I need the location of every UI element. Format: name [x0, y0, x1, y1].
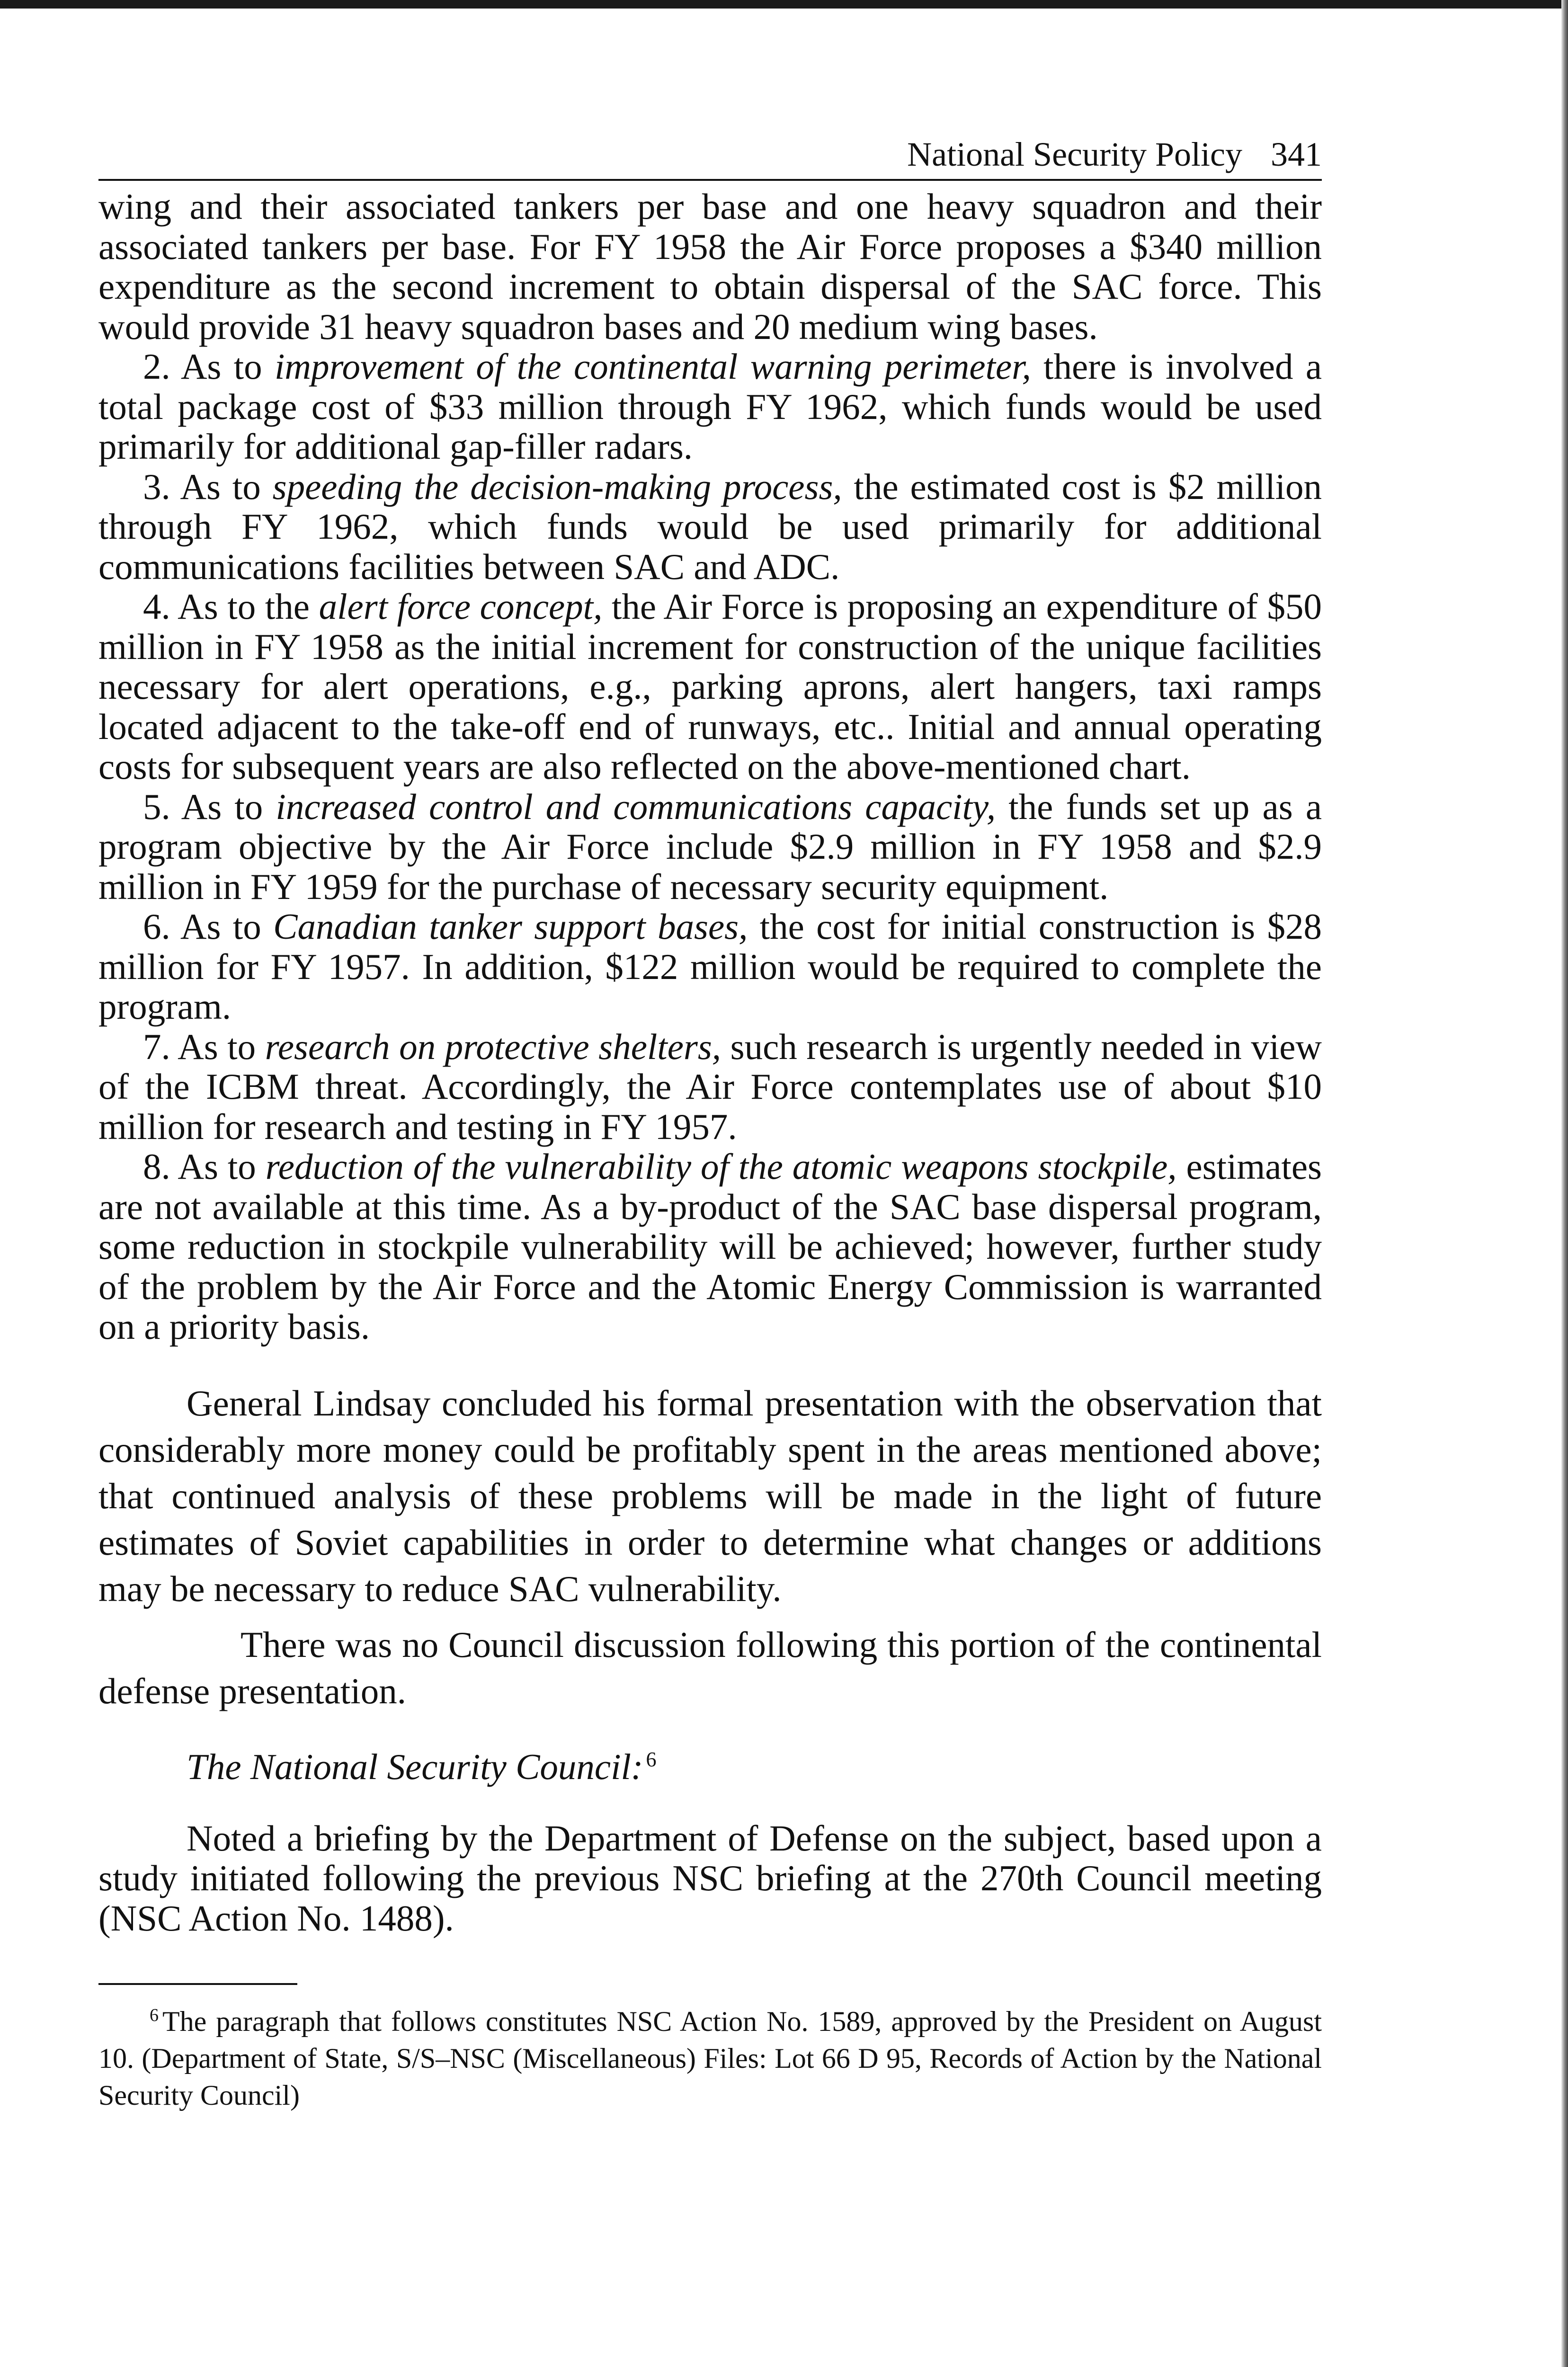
- list-item-prefix: 3. As to: [143, 466, 273, 507]
- page-number: 341: [1271, 135, 1322, 173]
- list-item-prefix: 4. As to the: [143, 586, 319, 627]
- running-head-title: National Security Policy: [907, 135, 1242, 173]
- numbered-list-block: [98, 187, 1322, 1347]
- lindsay-paragraph: General Lindsay concluded his formal presentation with the observation that considerably more money could be profitably spent in the areas mentioned above; that continued analysis of these problems will be made in the light of future estimates of Soviet capabilities in order to determine what changes or additions may be necessary to reduce SAC vulnerability.: [98, 1382, 1322, 1609]
- running-head: [98, 133, 1322, 181]
- list-item: [98, 467, 1322, 587]
- list-item: [98, 347, 1322, 467]
- council-heading: [98, 1744, 1322, 1790]
- list-item-prefix: 7. As to: [143, 1026, 265, 1067]
- footnote: [98, 2003, 1322, 2114]
- list-item-text: the Air Force is proposing an expenditure of $50 million in FY 1958 as the initial increment for construction of the unique facilities necessary for alert operations, e.g., parking aprons, alert hangers, taxi ramps located adjacent to the take-off end of runways, etc.. Initial and annual operating costs for subsequent years are also reflected on the above-mentioned chart.: [98, 586, 1322, 787]
- continuation-paragraph: wing and their associated tankers per base and one heavy squadron and their associated tankers per base. For FY 1958 the Air Force proposes a $340 million expenditure as the second increment to obtain dispersal of the SAC force. This would provide 31 heavy squadron bases and 20 medium wing bases.: [98, 186, 1322, 347]
- list-item: [98, 787, 1322, 907]
- list-item-prefix: 2. As to: [143, 346, 275, 387]
- list-item-subject: Canadian tanker support bases,: [273, 906, 748, 947]
- page-top-border: [0, 0, 1568, 9]
- list-item-text: the cost for initial construction is $28 million for FY 1957. In addition, $122 million would be required to complete the program.: [98, 906, 1322, 1027]
- noted-paragraph: Noted a briefing by the Department of Defense on the subject, based upon a study initiated following the previous NSC briefing at the 270th Council meeting (NSC Action No. 1488).: [98, 1817, 1322, 1939]
- list-item: [98, 1027, 1322, 1147]
- list-item-prefix: 5. As to: [143, 786, 276, 827]
- list-item-subject: alert force concept,: [319, 586, 603, 627]
- list-item-subject: improvement of the continental warning perimeter,: [274, 346, 1031, 387]
- footnote-divider: [98, 1983, 297, 1985]
- list-item-text: estimates are not available at this time. As a by-product of the SAC base dispersal program, some reduction in stockpile vulnerability will be achieved; however, further study of the problem by the Air Force and the Atomic Energy Commission is warranted on a priority basis.: [98, 1146, 1322, 1347]
- list-item-subject: increased control and communications capacity,: [276, 786, 996, 827]
- list-item-text: there is involved a total package cost of $33 million through FY 1962, which funds would be used primarily for additional gap-filler radars.: [98, 346, 1322, 467]
- footnote-reference[interactable]: 6: [646, 1747, 657, 1771]
- council-heading-text: The National Security Council:: [187, 1746, 643, 1787]
- list-item-text: the funds set up as a program objective by the Air Force include $2.9 million in FY 1958 and $2.9 million in FY 1959 for the purchase of necessary security equipment.: [98, 786, 1322, 907]
- list-item-subject: reduction of the vulnerability of the atomic weapons stockpile,: [265, 1146, 1177, 1187]
- list-item-subject: research on protective shelters,: [265, 1026, 722, 1067]
- list-item-prefix: 6. As to: [143, 906, 274, 947]
- footnote-marker: 6: [150, 2005, 159, 2025]
- list-item: [98, 1147, 1322, 1347]
- no-discussion-paragraph: There was no Council discussion following this portion of the continental defense presentation.: [98, 1624, 1322, 1711]
- list-item-text: the estimated cost is $2 million through FY 1962, which funds would be used primarily for additional communications facilities between SAC and ADC.: [98, 466, 1322, 587]
- page: [98, 133, 1322, 2114]
- list-item-prefix: 8. As to: [143, 1146, 266, 1187]
- list-item-text: such research is urgently needed in view of the ICBM threat. Accordingly, the Air Force contemplates use of about $10 million for research and testing in FY 1957.: [98, 1026, 1322, 1147]
- footnote-text: The paragraph that follows constitutes NSC Action No. 1589, approved by the President on August 10. (Department of State, S/S–NSC (Miscellaneous) Files: Lot 66 D 95, Records of Action by the National Security Council): [98, 2006, 1322, 2111]
- list-item-subject: speeding the decision-making process,: [272, 466, 842, 507]
- list-item: [98, 907, 1322, 1027]
- scan-right-edge: [1561, 0, 1568, 2367]
- list-item: [98, 587, 1322, 787]
